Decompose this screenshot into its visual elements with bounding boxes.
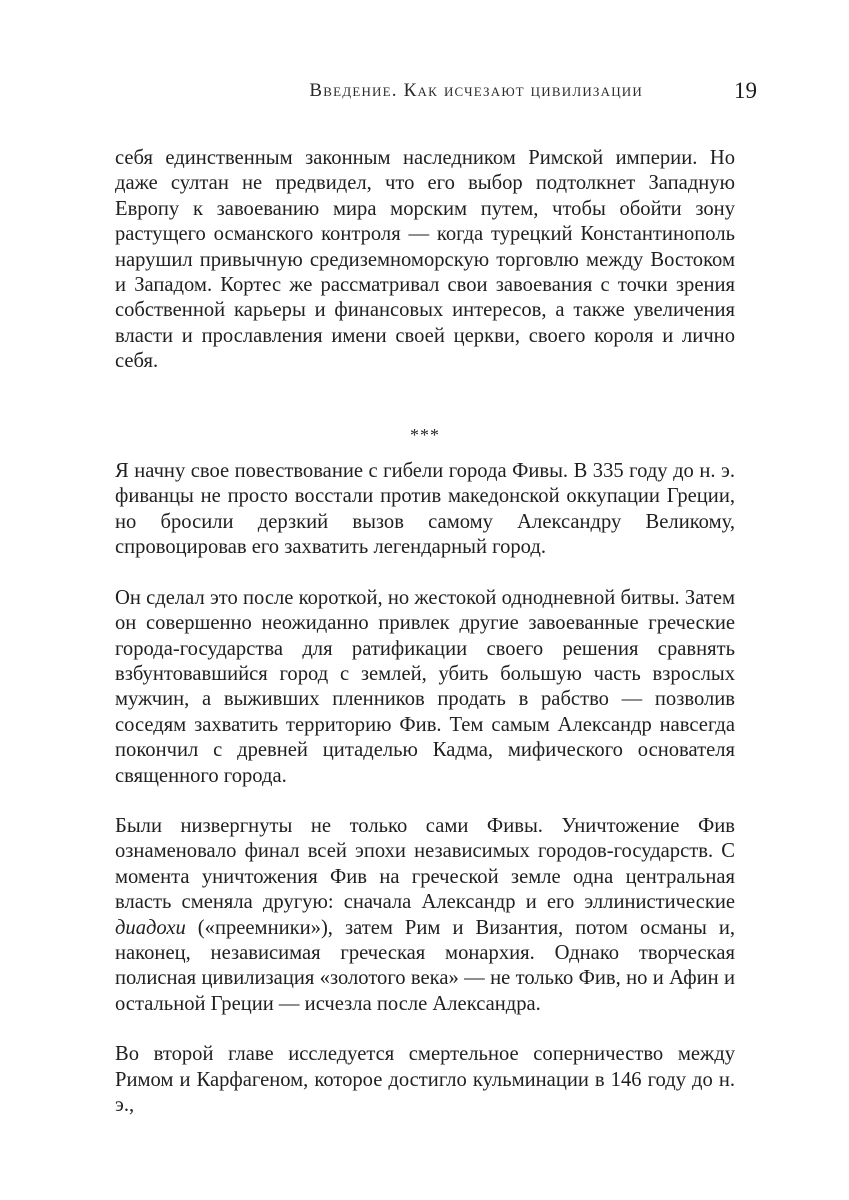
paragraph-4 xyxy=(115,814,735,1017)
italic-term-diadochi: диадохи xyxy=(115,916,186,939)
paragraph-5: Во второй главе исследуется смертельное соперничество между Римом и Карфагеном, которое достигло кульминации в 146 году до н. э., xyxy=(115,1043,735,1116)
paragraph-3: Он сделал это после короткой, но жестокой однодневной битвы. Затем он совершенно неожиданно привлек другие завоеванные греческие города-государства для ратификации своего решения сравнять взбунтовавшийся город с землей, убить большую часть взрослых мужчин, а выживших пленников продать в рабство — позволив соседям захватить территорию Фив. Тем самым Александр навсегда покончил с древней цитаделью Кадма, мифического основателя священного города. xyxy=(115,586,735,787)
paragraph-4-text-end: («преемники»), затем Рим и Византия, потом османы и, наконец, независимая греческая монархия. Однако творческая полисная цивилизация «золотого века» — не только Фив, но и Афин и остальной Греции — исчезла после Александра. xyxy=(115,916,735,1015)
body-text xyxy=(115,146,735,1118)
paragraph-2: Я начну свое повествование с гибели города Фивы. В 335 году до н. э. фиванцы не просто восстали против македонской оккупации Греции, но бросили дерзкий вызов самому Александру Великому, спровоцировав его захватить легендарный город. xyxy=(115,460,735,559)
page-number: 19 xyxy=(734,78,757,103)
section-break: *** xyxy=(410,424,440,445)
paragraph-1: себя единственным законным наследником Римской империи. Но даже султан не предвидел, что его выбор подтолкнет Западную Европу к завоеванию мира морским путем, чтобы обойти зону растущего османского контроля — когда турецкий Константинополь нарушил привычную средиземноморскую торговлю между Востоком и Западом. Кортес же рассматривал свои завоевания с точки зрения собственной карьеры и финансовых интересов, а также увеличения власти и прославления имени своей церкви, своего короля и лично себя. xyxy=(115,147,735,373)
paragraph-4-text-start: Были низвергнуты не только сами Фивы. Уничтожение Фив ознаменовало финал всей эпохи независимых городов-государств. С момента уничтожения Фив на греческой земле одна центральная власть сменяла другую: сначала Александр и его эллинистические xyxy=(115,814,735,914)
running-title: Введение. Как исчезают цивилизации xyxy=(309,80,643,101)
running-head xyxy=(115,78,757,106)
